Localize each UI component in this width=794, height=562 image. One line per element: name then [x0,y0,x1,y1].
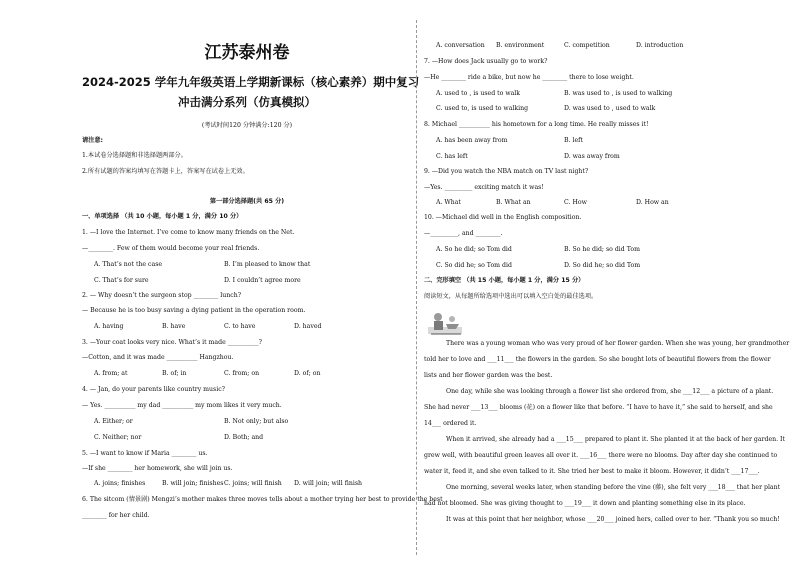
option-text: A. used to , is used to walk [436,90,521,97]
option-text: D. introduction [636,42,684,49]
option-text: C. So did he; so Tom did [436,262,512,269]
exam-subtitle: 2024-2025 学年九年级英语上学期新课标（核心素养）期中复习 [82,75,420,89]
question-line: 7. —How does Jack usually go to work? [424,58,548,65]
option-text: B. of; in [162,370,187,377]
question-line: 2. — Why doesn’t the surgeon stop ________ lunch? [82,292,242,299]
question-line: — Yes. __________ my dad __________ my mom likes it very much. [82,402,282,409]
note-item: 2.所有试题的答案均填写在答题卡上，答案写在试卷上无效。 [82,168,249,175]
option-text: C. How [564,199,587,206]
option-text: C. has left [436,153,468,160]
option-text: A. Either; or [94,418,133,425]
option-text: A. That’s not the case [94,261,163,268]
passage-line: One day, while she was looking through a flower list she ordered from, she ___12___ a picture of a plant. [446,388,774,395]
part-heading: 第一部分选择题(共 65 分) [209,198,285,205]
option-text: A. What [436,199,461,206]
passage-line: grew well, with beautiful green leaves all over it. ___16___ there were no blooms. Day after day she continued to [424,452,778,459]
question-line: —Cotton, and it was made __________ Hangzhou. [82,354,234,361]
instruction-text: 阅读短文，从每题所给选项中选出可以填入空白处的最佳选项。 [424,293,598,300]
option-text: B. What an [496,199,531,206]
option-text: B. So he did; so did Tom [564,246,640,253]
question-line: 4. — Jan, do your parents like country music? [82,386,225,393]
option-text: C. That’s for sure [94,277,149,284]
column-divider [416,20,417,555]
option-text: C. used to, is used to walking [436,105,529,112]
option-text: A. from; at [94,370,128,377]
question-line: 9. —Did you watch the NBA match on TV last night? [424,168,589,175]
option-text: D. haved [294,323,322,330]
option-text: A. has been away from [436,137,508,144]
option-text: B. was used to , is used to walking [564,90,673,97]
section-title: 一、单项选择 （共 10 小题，每小题 1 分，满分 10 分） [82,213,243,220]
passage-line: One morning, several weeks later, when standing before the vine (藤), she felt very ___18___ that her plant [446,484,781,491]
passage-line: It was at this point that her neighbor, whose ___20___ joined hers, called over to her. “Thank you so much! [446,516,780,523]
passage-line: water it, feed it, and she even talked to it. She tried her best to make it bloom. However, it didn’t ___17___. [424,468,760,475]
question-line: 1. —I love the Internet. I’ve come to know many friends on the Net. [82,229,295,236]
question-line: 3. —Your coat looks very nice. What’s it made __________? [82,339,262,346]
option-text: B. I’m pleased to know that [224,261,311,268]
option-text: B. environment [496,42,545,49]
option-text: D. So did he; so did Tom [564,262,641,269]
question-line: 10. —Michael did well in the English composition. [424,214,582,221]
question-line: —_________, and ________. [424,230,503,237]
passage-line: When it arrived, she already had a ___15___ prepared to plant it. She planted it at the back of her garden. It [446,436,785,443]
question-line: —He ________ ride a bike, but now he ________ there to lose weight. [424,74,634,81]
illustration-icon [426,310,464,336]
passage-line: 14___ ordered it. [424,420,477,427]
option-text: B. will join; finishes [162,480,224,487]
passage-line: told her to love and ___11___ the flowers in the garden. So she bought lots of beautiful flowers from the flower [424,356,771,363]
question-line: 5. —I want to know if Maria ________ us. [82,450,208,457]
section-title: 二、完形填空 （共 15 小题，每小题 1 分，满分 15 分） [424,277,585,284]
option-text: C. joins; will finish [224,480,282,487]
question-line: —If she ________ her homework, she will join us. [82,465,233,472]
question-line: —________. Few of them would become your real friends. [82,245,260,252]
option-text: B. left [564,137,583,144]
exam-series: 冲击满分系列（仿真模拟） [178,95,316,109]
option-text: A. having [94,323,124,330]
option-text: A. conversation [436,42,485,49]
passage-line: lists and her flower garden was the best. [424,372,553,379]
left-column [82,0,443,562]
option-text: C. to have [224,323,256,330]
question-line: 8. Michael __________ his hometown for a long time. He really misses it! [424,121,649,128]
option-text: D. was away from [564,153,620,160]
exam-info: (考试时间120 分钟满分:120 分) [201,122,293,129]
option-text: C. from; on [224,370,260,377]
option-text: B. Not only; but also [224,418,289,425]
option-text: A. So he did; so Tom did [436,246,512,253]
option-text: D. of; on [294,370,321,377]
passage-line: had not bloomed. She was giving thought to ___19___ it down and planting something else in its place. [424,500,746,507]
notes-heading: 请注意: [82,137,104,144]
option-text: A. joins; finishes [94,480,146,487]
question-line: 6. The sitcom (情景剧) Mengzi’s mother makes three moves tells about a mother trying her best to provide the best [82,496,443,503]
exam-title: 江苏泰州卷 [204,43,290,63]
question-line: ________ for her child. [82,512,150,519]
option-text: C. Neither; nor [94,434,142,441]
passage-line: She had never ___13___ blooms (花) on a flower like that before. “I have to have it,” she said to herself, and she [424,404,773,411]
question-line: —Yes. _________ exciting match it was! [424,184,544,191]
passage-line: There was a young woman who was very proud of her flower garden. When she was young, her grandmother [446,340,790,347]
option-text: B. have [162,323,186,330]
option-text: C. competition [564,42,610,49]
option-text: D. was used to , used to walk [564,105,656,112]
option-text: D. I couldn’t agree more [224,277,301,284]
option-text: D. Both; and [224,434,264,441]
option-text: D. will join; will finish [294,480,362,487]
note-item: 1.本试卷分选择题和非选择题两部分。 [82,152,187,159]
question-line: — Because he is too busy saving a dying patient in the operation room. [82,307,306,314]
right-column [424,0,790,562]
option-text: D. How an [636,199,669,206]
